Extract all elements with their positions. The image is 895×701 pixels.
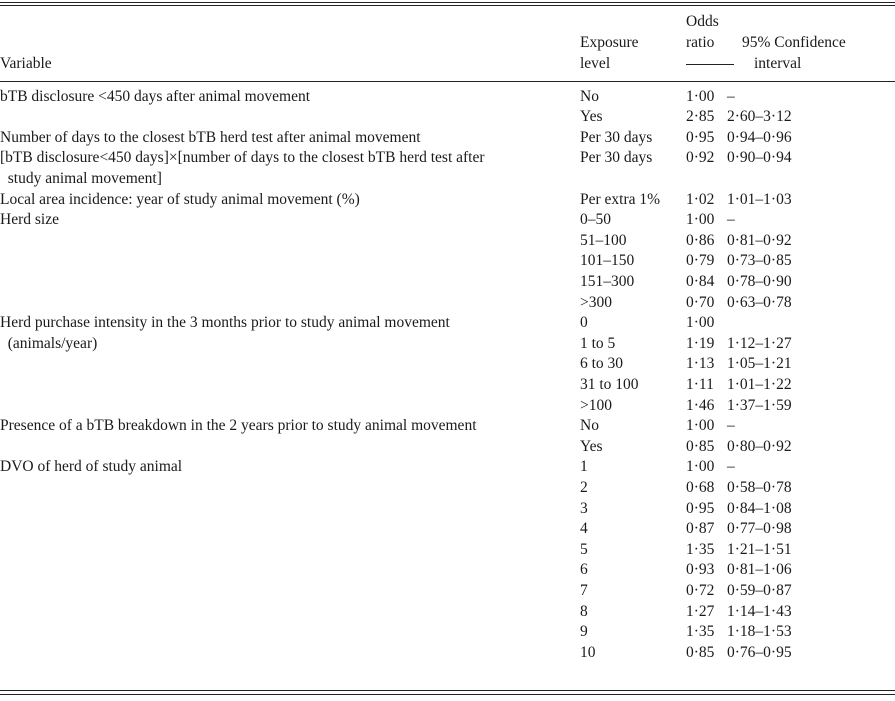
cell-confidence-interval: 0·63–0·78	[727, 293, 792, 311]
table-row	[0, 643, 895, 664]
cell-confidence-interval: 1·12–1·27	[727, 334, 792, 352]
table-row	[0, 169, 895, 190]
cell-exposure: 9	[580, 623, 588, 641]
cell-odds-ratio: 0·95	[686, 499, 715, 517]
table-row	[0, 478, 895, 499]
table-row	[0, 272, 895, 293]
cell-exposure: 0	[580, 314, 588, 332]
cell-variable: study animal movement]	[0, 169, 162, 187]
cell-confidence-interval: 0·58–0·78	[727, 478, 792, 496]
bottom-rule-2	[0, 694, 895, 695]
cell-odds-ratio: 1·00	[686, 458, 715, 476]
cell-odds-ratio: 0·87	[686, 520, 715, 538]
cell-variable: (animals/year)	[0, 334, 98, 352]
header-odds-line2: ratio	[686, 34, 715, 51]
cell-odds-ratio: 1·27	[686, 602, 715, 620]
cell-odds-ratio: 1·46	[686, 396, 715, 414]
cell-odds-ratio: 0·70	[686, 293, 715, 311]
cell-confidence-interval: –	[727, 417, 735, 435]
cell-odds-ratio: 0·92	[686, 149, 715, 167]
table-row	[0, 354, 895, 375]
cell-exposure: 0–50	[580, 211, 611, 229]
cell-exposure: 3	[580, 499, 588, 517]
cell-confidence-interval: 0·81–1·06	[727, 561, 792, 579]
cell-variable: [bTB disclosure<450 days]×[number of days to the closest bTB herd test after	[0, 149, 485, 167]
table-row	[0, 231, 895, 252]
cell-confidence-interval: –	[727, 211, 735, 229]
header-odds-underline	[686, 64, 734, 65]
cell-confidence-interval: 0·80–0·92	[727, 437, 792, 455]
cell-odds-ratio: 0·84	[686, 272, 715, 290]
cell-exposure: 6	[580, 561, 588, 579]
table-row	[0, 107, 895, 128]
cell-confidence-interval: 0·73–0·85	[727, 252, 792, 270]
cell-exposure: 8	[580, 602, 588, 620]
table-row	[0, 293, 895, 314]
cell-odds-ratio: 0·72	[686, 581, 715, 599]
cell-confidence-interval: 0·81–0·92	[727, 231, 792, 249]
cell-odds-ratio: 0·93	[686, 561, 715, 579]
cell-odds-ratio: 0·85	[686, 643, 715, 661]
cell-exposure: Yes	[580, 108, 603, 126]
header-exposure-line1: Exposure	[580, 34, 639, 51]
cell-odds-ratio: 0·79	[686, 252, 715, 270]
header-rule	[0, 81, 895, 82]
cell-odds-ratio: 1·00	[686, 314, 715, 332]
table-row	[0, 457, 895, 478]
cell-confidence-interval: 0·90–0·94	[727, 149, 792, 167]
cell-exposure: Yes	[580, 437, 603, 455]
cell-confidence-interval: 0·59–0·87	[727, 581, 792, 599]
table-row	[0, 560, 895, 581]
table-row	[0, 210, 895, 231]
cell-exposure: 31 to 100	[580, 375, 639, 393]
cell-odds-ratio: 0·86	[686, 231, 715, 249]
cell-exposure: 7	[580, 581, 588, 599]
table-row	[0, 581, 895, 602]
cell-exposure: >300	[580, 293, 612, 311]
cell-variable: Presence of a bTB breakdown in the 2 years prior to study animal movement	[0, 417, 477, 435]
table-row	[0, 313, 895, 334]
cell-odds-ratio: 1·19	[686, 334, 715, 352]
cell-exposure: Per extra 1%	[580, 190, 661, 208]
cell-odds-ratio: 1·11	[686, 375, 714, 393]
top-rule-1	[0, 2, 895, 3]
cell-exposure: 5	[580, 540, 588, 558]
cell-exposure: No	[580, 417, 599, 435]
cell-odds-ratio: 1·35	[686, 623, 715, 641]
cell-confidence-interval: 0·84–1·08	[727, 499, 792, 517]
cell-variable: DVO of herd of study animal	[0, 458, 183, 476]
cell-confidence-interval: 0·76–0·95	[727, 643, 792, 661]
cell-exposure: 2	[580, 478, 588, 496]
cell-exposure: 1 to 5	[580, 334, 616, 352]
cell-confidence-interval: –	[727, 87, 735, 105]
table-row	[0, 375, 895, 396]
header-variable: Variable	[0, 55, 52, 72]
table-row	[0, 499, 895, 520]
header-odds-line1: Odds	[686, 13, 719, 30]
table-row	[0, 540, 895, 561]
cell-confidence-interval: 2·60–3·12	[727, 108, 792, 126]
table-row	[0, 251, 895, 272]
cell-exposure: 51–100	[580, 231, 627, 249]
cell-variable: Herd purchase intensity in the 3 months prior to study animal movement	[0, 314, 450, 332]
cell-odds-ratio: 1·00	[686, 87, 715, 105]
top-rule-2	[0, 5, 895, 6]
header-ci-line2: interval	[754, 55, 802, 72]
table-row	[0, 128, 895, 149]
cell-odds-ratio: 1·00	[686, 417, 715, 435]
cell-confidence-interval: 0·77–0·98	[727, 520, 792, 538]
cell-confidence-interval: 1·05–1·21	[727, 355, 792, 373]
cell-exposure: Per 30 days	[580, 149, 653, 167]
cell-odds-ratio: 0·95	[686, 128, 715, 146]
table-row	[0, 437, 895, 458]
table-row	[0, 602, 895, 623]
cell-variable: Local area incidence: year of study animal movement (%)	[0, 190, 360, 208]
cell-variable: Number of days to the closest bTB herd test after animal movement	[0, 128, 421, 146]
table-row	[0, 519, 895, 540]
cell-variable: bTB disclosure <450 days after animal movement	[0, 87, 311, 105]
cell-confidence-interval: 1·18–1·53	[727, 623, 792, 641]
cell-confidence-interval: –	[727, 458, 735, 476]
cell-odds-ratio: 2·85	[686, 108, 715, 126]
cell-confidence-interval: 1·14–1·43	[727, 602, 792, 620]
cell-odds-ratio: 1·02	[686, 190, 715, 208]
cell-confidence-interval: 1·21–1·51	[727, 540, 792, 558]
table-row	[0, 334, 895, 355]
cell-exposure: 151–300	[580, 272, 635, 290]
cell-exposure: 101–150	[580, 252, 635, 270]
table-row	[0, 622, 895, 643]
bottom-rule-1	[0, 690, 895, 691]
cell-exposure: 6 to 30	[580, 355, 624, 373]
cell-confidence-interval: 1·01–1·03	[727, 190, 792, 208]
table-row	[0, 190, 895, 211]
cell-odds-ratio: 0·85	[686, 437, 715, 455]
table-row	[0, 87, 895, 108]
cell-confidence-interval: 0·78–0·90	[727, 272, 792, 290]
cell-exposure: Per 30 days	[580, 128, 653, 146]
cell-odds-ratio: 1·13	[686, 355, 715, 373]
header-ci-line1: 95% Confidence	[742, 34, 846, 51]
cell-exposure: 10	[580, 643, 596, 661]
cell-confidence-interval: 1·01–1·22	[727, 375, 792, 393]
cell-confidence-interval: 1·37–1·59	[727, 396, 792, 414]
header-exposure-line2: level	[580, 55, 611, 72]
cell-confidence-interval: 0·94–0·96	[727, 128, 792, 146]
cell-odds-ratio: 0·68	[686, 478, 715, 496]
table-row	[0, 416, 895, 437]
cell-exposure: 1	[580, 458, 588, 476]
cell-odds-ratio: 1·35	[686, 540, 715, 558]
cell-exposure: No	[580, 87, 599, 105]
cell-odds-ratio: 1·00	[686, 211, 715, 229]
table-row	[0, 148, 895, 169]
cell-exposure: >100	[580, 396, 612, 414]
cell-exposure: 4	[580, 520, 588, 538]
cell-variable: Herd size	[0, 211, 59, 229]
table-row	[0, 396, 895, 417]
